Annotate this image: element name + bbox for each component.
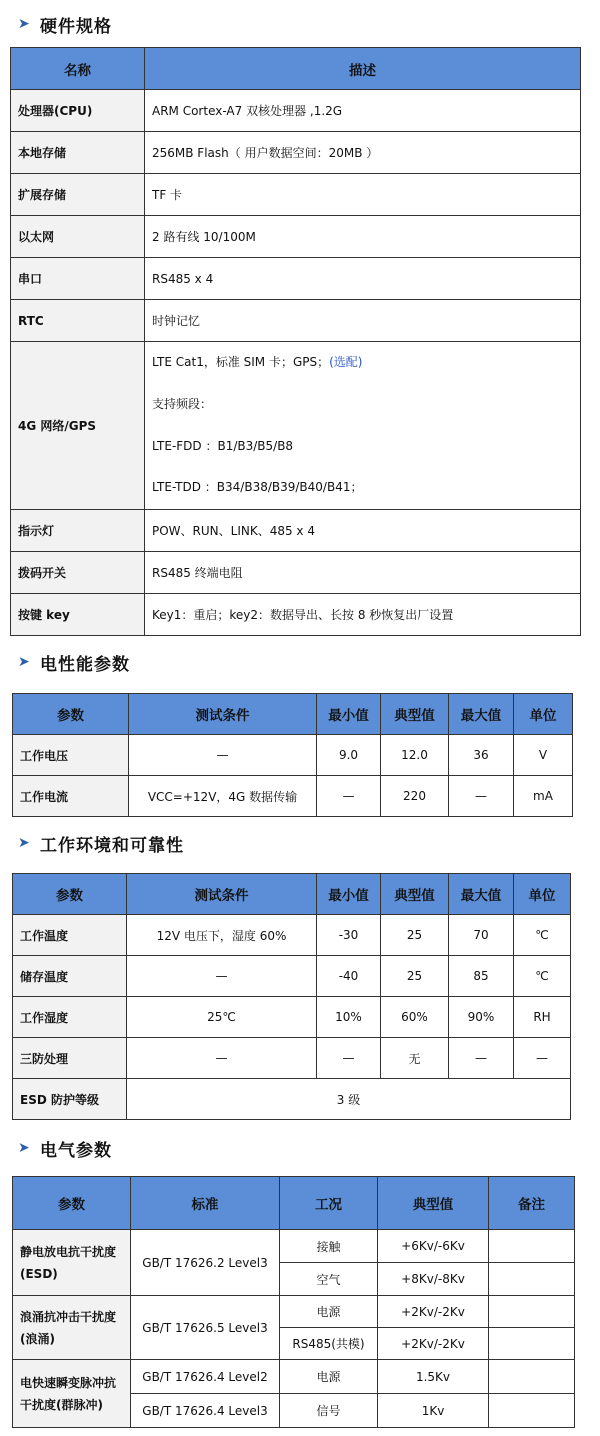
cell-min: 10% <box>317 997 381 1038</box>
row-label: 储存温度 <box>13 956 127 997</box>
group-label-surge <box>13 1296 131 1360</box>
cell-max: — <box>449 776 514 817</box>
row-label: 按键 key <box>11 594 145 636</box>
row-value: 时钟记忆 <box>145 300 581 342</box>
cell-typ: 25 <box>381 956 449 997</box>
table-row <box>11 552 581 594</box>
table-row-4g <box>11 342 581 510</box>
cell-unit: ℃ <box>514 956 571 997</box>
section-title: 硬件规格 <box>40 16 112 37</box>
arrow-bullet-icon: ➤ <box>18 1140 30 1156</box>
cell-min: 9.0 <box>317 735 381 776</box>
tdd-bands: LTE-TDD ：B34/B38/B39/B40/B41； <box>152 480 363 495</box>
header-min: 最小值 <box>317 874 381 915</box>
row-value: 2 路有线 10/100M <box>145 216 581 258</box>
header-max: 最大值 <box>449 694 514 735</box>
cell-condition: — <box>127 1038 317 1079</box>
row-label: 扩展存储 <box>11 174 145 216</box>
cell-unit: RH <box>514 997 571 1038</box>
table-row <box>11 90 581 132</box>
cell-max: 85 <box>449 956 514 997</box>
cell-condition: 电源 <box>280 1296 378 1328</box>
header-typ: 典型值 <box>378 1177 489 1230</box>
section-electrical-heading <box>18 648 130 676</box>
header-standard: 标准 <box>131 1177 280 1230</box>
group-label-line2: (浪涌) <box>20 1331 55 1346</box>
cell-condition: — <box>129 735 317 776</box>
cell-condition: RS485(共模) <box>280 1328 378 1360</box>
header-min: 最小值 <box>317 694 381 735</box>
cell-typ: +8Kv/-8Kv <box>378 1263 489 1296</box>
table-row <box>11 300 581 342</box>
row-label: 工作电压 <box>13 735 129 776</box>
cell-condition: 信号 <box>280 1394 378 1428</box>
group-label-esd <box>13 1230 131 1296</box>
cell-max: 36 <box>449 735 514 776</box>
header-param: 参数 <box>13 1177 131 1230</box>
row-label: RTC <box>11 300 145 342</box>
table-row <box>11 510 581 552</box>
group-label-line2: 干扰度(群脉冲) <box>20 1397 103 1412</box>
row-label: 以太网 <box>11 216 145 258</box>
cell-unit: mA <box>514 776 573 817</box>
table-row <box>11 174 581 216</box>
table-row <box>13 735 573 776</box>
4g-line-text: LTE Cat1，标准 SIM 卡；GPS； <box>152 355 330 369</box>
hardware-spec-table <box>10 47 581 636</box>
4g-line <box>152 342 580 384</box>
header-unit: 单位 <box>514 694 573 735</box>
group-label-line1: 浪涌抗冲击干扰度 <box>20 1309 117 1324</box>
header-name: 名称 <box>11 48 145 90</box>
table-row <box>11 216 581 258</box>
row-label: 工作湿度 <box>13 997 127 1038</box>
cell-max: 90% <box>449 997 514 1038</box>
cell-standard: GB/T 17626.4 Level2 <box>131 1360 280 1394</box>
table-row <box>11 132 581 174</box>
row-label: 三防处理 <box>13 1038 127 1079</box>
table-row <box>13 1360 575 1394</box>
cell-condition: 电源 <box>280 1360 378 1394</box>
table-row <box>13 1079 571 1120</box>
cell-standard: GB/T 17626.5 Level3 <box>131 1296 280 1360</box>
row-value: Key1：重启；key2：数据导出、长按 8 秒恢复出厂设置 <box>145 594 581 636</box>
header-param: 参数 <box>13 694 129 735</box>
header-condition: 测试条件 <box>127 874 317 915</box>
table-row <box>13 915 571 956</box>
cell-min: — <box>317 776 381 817</box>
cell-unit: ℃ <box>514 915 571 956</box>
table-row <box>11 594 581 636</box>
cell-typ: 25 <box>381 915 449 956</box>
cell-min: -40 <box>317 956 381 997</box>
band-heading: 支持频段： <box>152 396 213 411</box>
table-row <box>11 258 581 300</box>
cell-typ: 60% <box>381 997 449 1038</box>
section-title: 电气参数 <box>40 1140 112 1161</box>
row-value: RS485 x 4 <box>145 258 581 300</box>
header-unit: 单位 <box>514 874 571 915</box>
cell-condition: — <box>127 956 317 997</box>
cell-typ: +2Kv/-2Kv <box>378 1328 489 1360</box>
table-row <box>13 1230 575 1263</box>
cell-min: -30 <box>317 915 381 956</box>
group-label-eft <box>13 1360 131 1428</box>
cell-typ: 无 <box>381 1038 449 1079</box>
row-label: 拨码开关 <box>11 552 145 594</box>
cell-condition: 25℃ <box>127 997 317 1038</box>
arrow-bullet-icon: ➤ <box>18 654 30 670</box>
table-row <box>13 1038 571 1079</box>
header-condition: 测试条件 <box>129 694 317 735</box>
cell-note <box>489 1296 575 1328</box>
cell-note <box>489 1394 575 1428</box>
row-value: POW、RUN、LINK、485 x 4 <box>145 510 581 552</box>
row-value-4g <box>145 342 581 510</box>
electrical-param-table <box>12 693 573 817</box>
header-note: 备注 <box>489 1177 575 1230</box>
row-label: ESD 防护等级 <box>13 1079 127 1120</box>
row-value: TF 卡 <box>145 174 581 216</box>
group-label-line1: 电快速瞬变脉冲抗 <box>20 1375 117 1390</box>
cell-typ: 220 <box>381 776 449 817</box>
cell-condition: 空气 <box>280 1263 378 1296</box>
optional-link[interactable]: (选配) <box>329 355 363 369</box>
table-row <box>13 956 571 997</box>
section-emc-heading <box>18 1134 112 1162</box>
cell-condition: 12V 电压下，湿度 60% <box>127 915 317 956</box>
cell-typ: 12.0 <box>381 735 449 776</box>
arrow-bullet-icon: ➤ <box>18 835 30 851</box>
row-label: 指示灯 <box>11 510 145 552</box>
cell-unit: — <box>514 1038 571 1079</box>
row-value: ARM Cortex-A7 双核处理器 ,1.2G <box>145 90 581 132</box>
row-label: 串口 <box>11 258 145 300</box>
header-max: 最大值 <box>449 874 514 915</box>
cell-max: — <box>449 1038 514 1079</box>
cell-typ: 1Kv <box>378 1394 489 1428</box>
environment-table <box>12 873 571 1120</box>
emc-param-table <box>12 1176 575 1428</box>
cell-max: 70 <box>449 915 514 956</box>
cell-typ: 1.5Kv <box>378 1360 489 1394</box>
cell-condition: 接触 <box>280 1230 378 1263</box>
header-typ: 典型值 <box>381 874 449 915</box>
cell-typ: +6Kv/-6Kv <box>378 1230 489 1263</box>
row-label: 工作温度 <box>13 915 127 956</box>
header-description: 描述 <box>145 48 581 90</box>
cell-standard: GB/T 17626.4 Level3 <box>131 1394 280 1428</box>
cell-unit: V <box>514 735 573 776</box>
section-title: 电性能参数 <box>40 654 130 675</box>
table-row <box>13 997 571 1038</box>
group-label-line2: (ESD) <box>20 1266 58 1281</box>
esd-level-value: 3 级 <box>127 1079 571 1120</box>
cell-condition: VCC=+12V，4G 数据传输 <box>129 776 317 817</box>
fdd-bands: LTE-FDD ：B1/B3/B5/B8 <box>152 438 294 453</box>
row-label: 工作电流 <box>13 776 129 817</box>
section-hardware-heading <box>18 10 112 38</box>
table-row <box>13 1296 575 1328</box>
cell-note <box>489 1328 575 1360</box>
cell-typ: +2Kv/-2Kv <box>378 1296 489 1328</box>
row-label: 本地存储 <box>11 132 145 174</box>
cell-note <box>489 1263 575 1296</box>
row-label: 4G 网络/GPS <box>11 342 145 510</box>
cell-standard: GB/T 17626.2 Level3 <box>131 1230 280 1296</box>
header-param: 参数 <box>13 874 127 915</box>
group-label-line1: 静电放电抗干扰度 <box>20 1244 117 1259</box>
header-condition: 工况 <box>280 1177 378 1230</box>
cell-min: — <box>317 1038 381 1079</box>
row-value: 256MB Flash（ 用户数据空间：20MB ） <box>145 132 581 174</box>
section-title: 工作环境和可靠性 <box>40 835 184 856</box>
cell-note <box>489 1360 575 1394</box>
arrow-bullet-icon: ➤ <box>18 16 30 32</box>
row-label: 处理器(CPU) <box>11 90 145 132</box>
header-typ: 典型值 <box>381 694 449 735</box>
cell-note <box>489 1230 575 1263</box>
section-environment-heading <box>18 829 184 857</box>
row-value: RS485 终端电阻 <box>145 552 581 594</box>
table-row <box>13 776 573 817</box>
